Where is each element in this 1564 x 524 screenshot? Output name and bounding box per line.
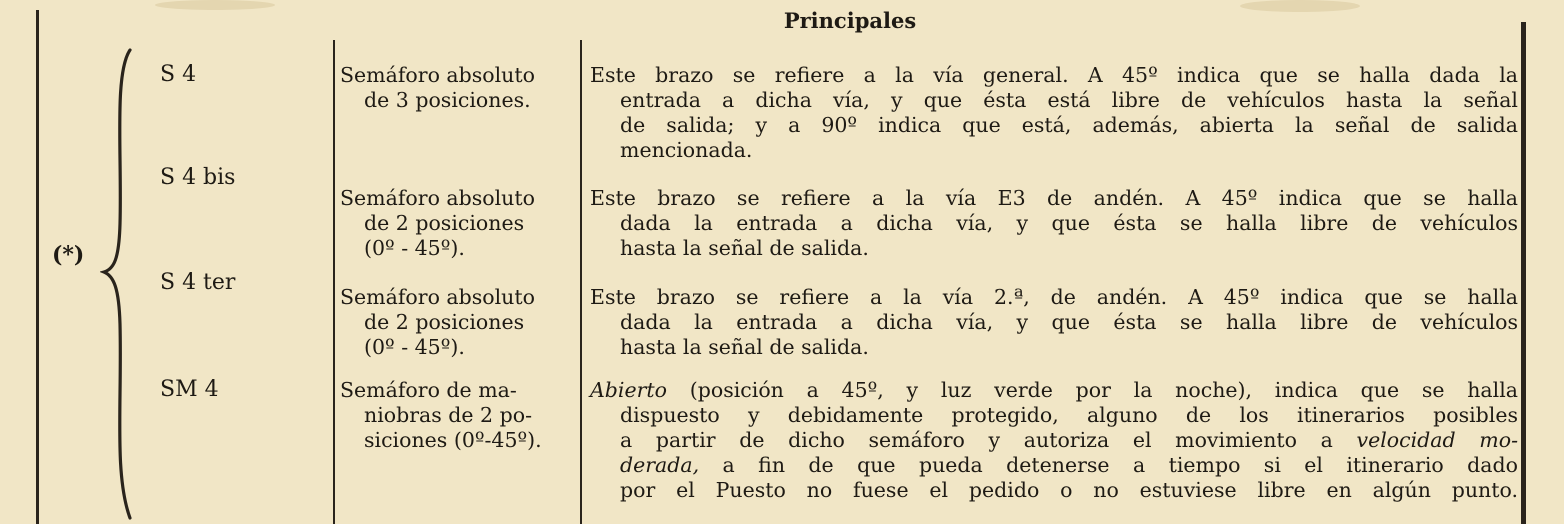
type-line: Semáforo absoluto: [340, 63, 535, 87]
right-margin-rule: [1521, 22, 1526, 524]
desc-line: [590, 453, 1518, 478]
desc-line: [590, 378, 1518, 403]
desc-text: (posición a 45º, y luz verde por la noche), indica que se halla: [667, 378, 1518, 402]
desc-line: [590, 428, 1518, 453]
column-rule-2: [580, 40, 582, 524]
desc-line: de salida; y a 90º indica que está, además, abierta la señal de salida: [620, 113, 1518, 137]
desc-text: a fin de que pueda detenerse a tiempo si el itinerario dado: [699, 453, 1518, 477]
type-line: (0º - 45º).: [364, 335, 465, 359]
type-line: Semáforo absoluto: [340, 186, 535, 210]
italic-term: velocidad mo-: [1356, 428, 1518, 452]
signal-type-s4-bis: [340, 186, 576, 261]
column-rule-1: [333, 40, 335, 524]
footnote-marker: (*): [52, 242, 85, 268]
type-line: Semáforo de ma-: [340, 378, 517, 402]
italic-term: Abierto: [590, 378, 667, 402]
desc-line: entrada a dicha vía, y que ésta está libre de vehículos hasta la señal: [620, 88, 1518, 112]
type-line: de 2 posiciones: [364, 310, 525, 334]
paper-blotch: [1240, 0, 1360, 12]
desc-text: a partir de dicho semáforo y autoriza el movimiento a: [620, 428, 1333, 452]
desc-line: dada la entrada a dicha vía, y que ésta se halla libre de vehículos: [620, 310, 1518, 334]
left-margin-rule: [36, 10, 39, 524]
signal-description-sm4: [590, 378, 1518, 503]
signal-code-sm4: SM 4: [160, 377, 219, 402]
desc-line: hasta la señal de salida.: [620, 335, 869, 359]
signal-code-s4-bis: S 4 bis: [160, 165, 236, 190]
type-line: de 3 posiciones.: [364, 88, 531, 112]
signal-description-s4-bis: [590, 186, 1518, 261]
signal-description-s4-ter: [590, 285, 1518, 360]
desc-line: dada la entrada a dicha vía, y que ésta se halla libre de vehículos: [620, 211, 1518, 235]
desc-line: dispuesto y debidamente protegido, alguno de los itinerarios posibles: [620, 403, 1518, 427]
signal-type-s4-ter: [340, 285, 576, 360]
desc-line: Este brazo se refiere a la vía general. A 45º indica que se halla dada la: [590, 63, 1518, 87]
signal-type-sm4: [340, 378, 576, 453]
type-line: niobras de 2 po-: [364, 403, 533, 427]
desc-line: por el Puesto no fuese el pedido o no estuviese libre en algún punto.: [620, 478, 1518, 502]
curly-brace-icon: [100, 44, 140, 524]
type-line: siciones (0º-45º).: [364, 428, 542, 452]
signal-description-s4: [590, 63, 1518, 163]
type-line: (0º - 45º).: [364, 236, 465, 260]
section-heading: Principales: [783, 8, 917, 33]
desc-line: Este brazo se refiere a la vía E3 de andén. A 45º indica que se halla: [590, 186, 1518, 210]
desc-line: mencionada.: [620, 138, 753, 162]
paper-blotch: [155, 0, 275, 10]
signal-code-s4-ter: S 4 ter: [160, 270, 236, 295]
type-line: Semáforo absoluto: [340, 285, 535, 309]
desc-line: Este brazo se refiere a la vía 2.ª, de andén. A 45º indica que se halla: [590, 285, 1518, 309]
italic-term: derada,: [620, 453, 700, 477]
desc-line: hasta la señal de salida.: [620, 236, 869, 260]
signal-code-s4: S 4: [160, 62, 197, 87]
signal-type-s4: [340, 63, 576, 113]
type-line: de 2 posiciones: [364, 211, 525, 235]
